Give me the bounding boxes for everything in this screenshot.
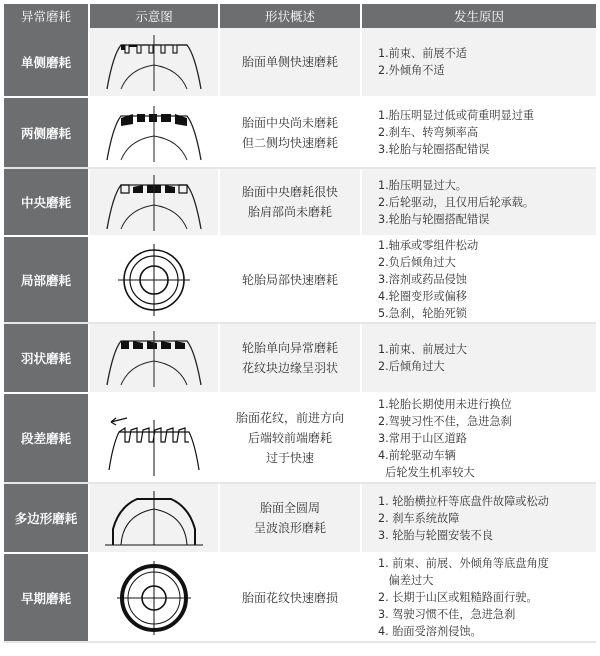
cause-item: 1.胎压明显过大。 [378, 178, 467, 192]
cause-list [362, 28, 596, 96]
table-row [4, 237, 596, 324]
tread-profile-diagram [90, 324, 220, 392]
header-cause: 发生原因 [453, 9, 504, 24]
cause-item: 1.轴承或零组件松动 [378, 239, 479, 252]
cause-item: 4.前轮驱动车辆 [378, 448, 456, 462]
cause-item: 3. 驾驶习惯不佳，急进急刹 [378, 608, 516, 621]
wear-table [4, 4, 596, 643]
shape-line: 但二侧均快速磨耗 [241, 135, 338, 150]
shape-line: 胎面单侧快速磨耗 [241, 55, 338, 69]
cause-item: 1. 轮胎横拉杆等底盘件故障或松动 [378, 494, 549, 508]
cause-item: 1.胎压明显过低或荷重明显过重 [378, 109, 535, 122]
cause-item: 3.轮胎与轮圈搭配错误 [378, 212, 490, 226]
cause-item: 2.负后倾角过大 [378, 256, 456, 269]
shape-description [220, 394, 362, 482]
cause-item: 3.溶剂或药品侵蚀 [378, 273, 467, 286]
shape-description [220, 237, 362, 322]
cause-item: 5.急刹，轮胎死锁 [378, 307, 467, 320]
shape-line: 胎肩部尚未磨耗 [247, 205, 332, 219]
cause-item: 2. 长期于山区或粗糙路面行驶。 [378, 591, 538, 604]
table-header [4, 4, 596, 28]
cause-item: 3.常用于山区道路 [378, 431, 467, 445]
cause-list [362, 554, 596, 641]
table-row [4, 169, 596, 237]
shape-line: 过于快速 [265, 451, 314, 465]
row-name: 段差磨耗 [4, 394, 90, 482]
tread-profile-diagram [90, 169, 220, 235]
row-name: 单侧磨耗 [4, 28, 90, 96]
shape-line: 胎面花纹，前进方向 [235, 411, 344, 425]
table-row [4, 98, 596, 169]
row-name: 局部磨耗 [4, 237, 90, 322]
header-abnormal-wear: 异常磨耗 [4, 4, 90, 28]
shape-description [220, 28, 362, 96]
step-wear-diagram [90, 394, 220, 482]
row-name: 羽状磨耗 [4, 324, 90, 392]
cause-item: 2.后倾角过大 [378, 360, 445, 373]
cause-item: 1.轮胎长期使用未进行换位 [378, 397, 512, 411]
shape-description [220, 169, 362, 235]
cause-item: 2. 刹车系统故障 [378, 511, 460, 525]
table-row [4, 554, 596, 643]
header-shape: 形状概述 [220, 4, 362, 28]
tire-circle-diagram [90, 237, 220, 322]
table-row [4, 28, 596, 98]
cause-item: 1.前束、前展不适 [378, 47, 467, 60]
polygon-wear-diagram [90, 484, 220, 552]
cause-list [362, 98, 596, 167]
row-name: 早期磨耗 [4, 554, 90, 641]
shape-description [220, 484, 362, 552]
cause-item: 3. 轮胎与轮圈安装不良 [378, 528, 493, 542]
cause-item: 2.外倾角不适 [378, 64, 445, 77]
cause-list [362, 394, 596, 482]
cause-list [362, 169, 596, 235]
shape-line: 呈波浪形磨耗 [253, 521, 326, 535]
cause-item: 2.驾驶习性不佳，急进急刹 [378, 414, 512, 428]
shape-line: 轮胎单向异常磨耗 [241, 341, 338, 355]
row-name: 中央磨耗 [4, 169, 90, 235]
tire-circle-diagram [90, 554, 220, 641]
cause-item: 4. 胎面受溶剂侵蚀。 [378, 625, 482, 638]
cause-item: 3.轮胎与轮圈搭配错误 [378, 143, 490, 156]
cause-list [362, 237, 596, 322]
cause-item: 后轮发生机率较大 [378, 465, 475, 479]
shape-line: 胎面中央尚未磨耗 [241, 115, 338, 130]
tread-profile-diagram [90, 28, 220, 96]
shape-line: 胎面全圆周 [259, 501, 320, 515]
row-name: 多边形磨耗 [4, 484, 90, 552]
header-diagram: 示意图 [90, 4, 220, 28]
shape-line: 花纹块边缘呈羽状 [241, 361, 338, 375]
cause-item: 偏差过大 [378, 574, 434, 587]
shape-line: 胎面花纹快速磨损 [241, 590, 338, 605]
shape-description [220, 554, 362, 641]
shape-description [220, 324, 362, 392]
table-row [4, 324, 596, 394]
shape-line: 轮胎局部快速磨耗 [241, 272, 338, 287]
table-row [4, 484, 596, 554]
shape-description [220, 98, 362, 167]
shape-line: 胎面中央磨耗很快 [241, 185, 338, 199]
shape-line: 后端较前端磨耗 [247, 431, 332, 445]
row-name: 两侧磨耗 [4, 98, 90, 167]
tread-profile-diagram [90, 98, 220, 167]
cause-item: 2.后轮驱动，且仅用后轮承载。 [378, 195, 535, 209]
cause-list [362, 484, 596, 552]
cause-list [362, 324, 596, 392]
cause-item: 1.前束、前展过大 [378, 343, 467, 356]
table-row [4, 394, 596, 484]
cause-item: 1. 前束、前展、外倾角等底盘角度 [378, 557, 549, 570]
cause-item: 2.刹车、转弯频率高 [378, 126, 479, 139]
cause-item: 4.轮圈变形或偏移 [378, 290, 467, 303]
